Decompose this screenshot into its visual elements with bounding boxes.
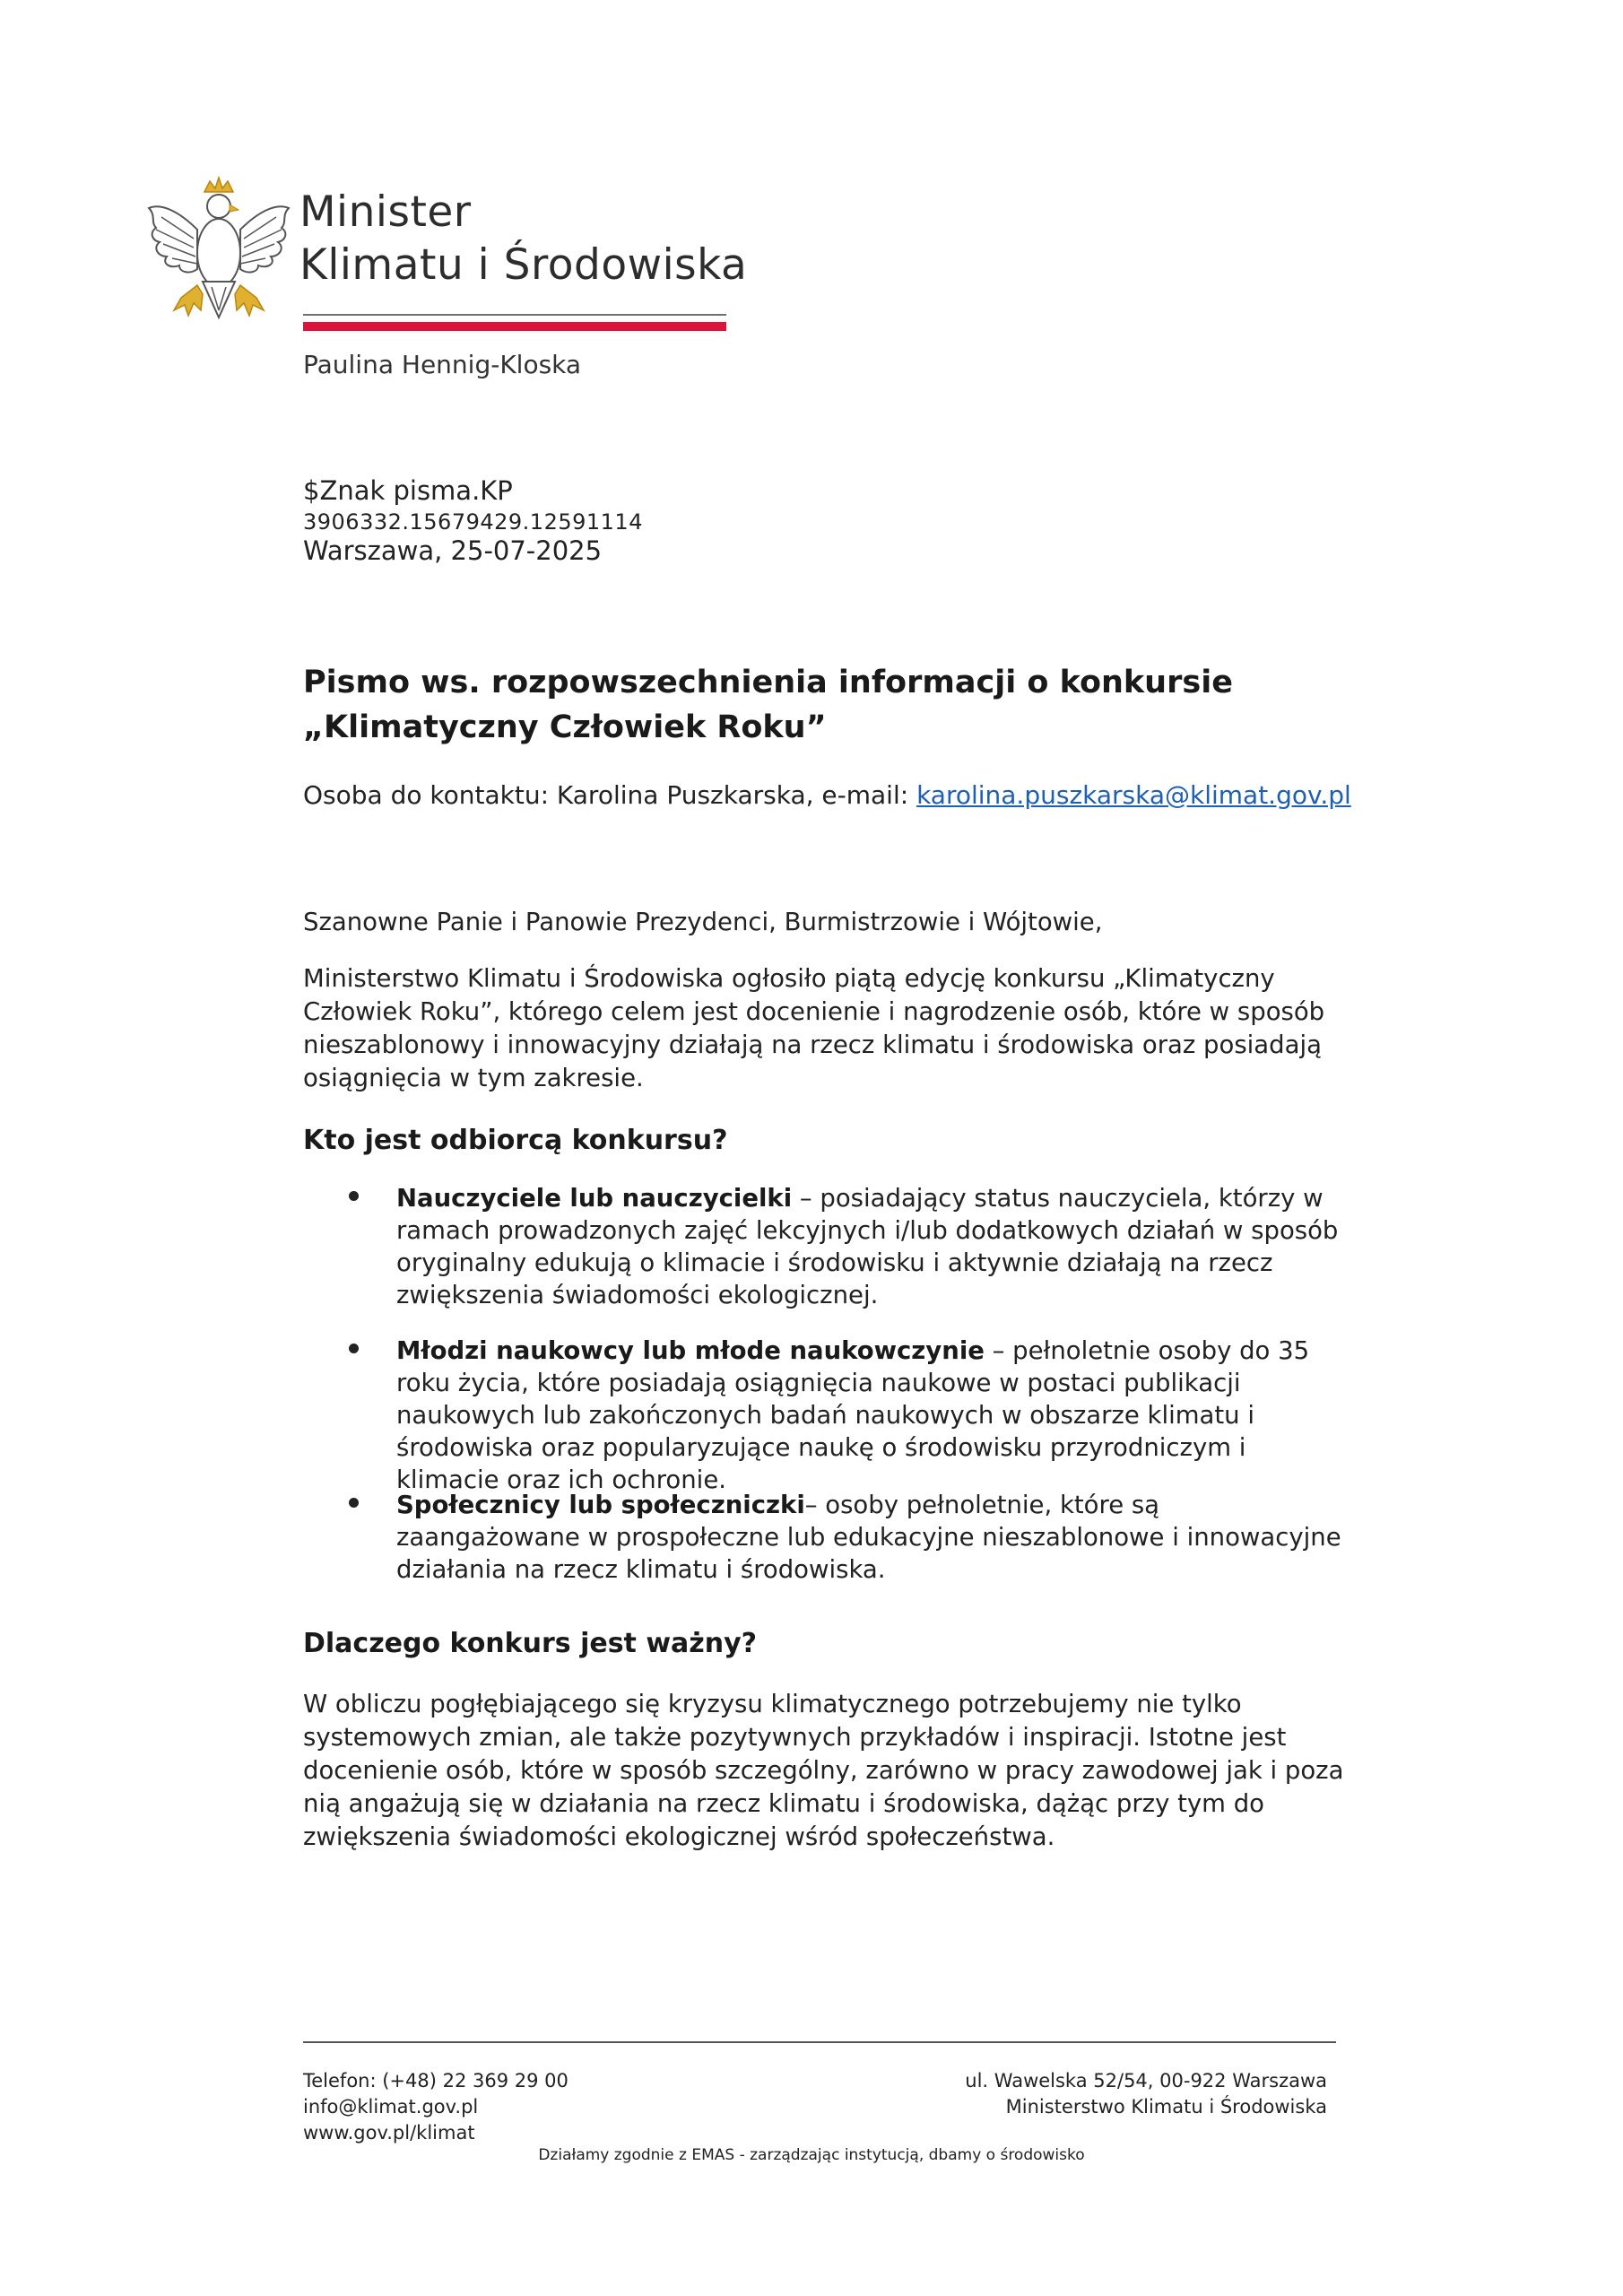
section-heading-recipients: Kto jest odbiorcą konkursu?: [303, 1125, 728, 1156]
list-item: [349, 1489, 1350, 1586]
header-divider: [303, 314, 726, 316]
section-heading-importance: Dlaczego konkurs jest ważny?: [303, 1628, 758, 1659]
reference-sign: $Znak pisma.KP: [303, 475, 513, 506]
place-date: Warszawa, 25-07-2025: [303, 535, 603, 566]
bullet-icon: [349, 1344, 359, 1353]
bullet-icon: [349, 1191, 359, 1201]
contact-line: [303, 780, 1351, 810]
salutation: Szanowne Panie i Panowie Prezydenci, Burmistrzowie i Wójtowie,: [303, 908, 1103, 936]
footer-organization: Ministerstwo Klimatu i Środowiska: [1005, 2096, 1327, 2118]
reference-number: 3906332.15679429.12591114: [303, 509, 643, 535]
minister-name: Paulina Hennig-Kloska: [303, 350, 582, 379]
eagle-emblem-icon: [143, 176, 294, 335]
importance-paragraph: W obliczu pogłębiającego się kryzysu klimatycznego potrzebujemy nie tylko systemowych zmian, ale także pozytywnych przykładów i inspiracji. Istotne jest docenienie osób, które w sposób szczególny, zarówno w pracy zawodowej jak i poza nią angażują się w działania na rzecz klimatu i środowiska, dążąc przy tym do zwiększenia świadomości ekologicznej wśród społeczeństwa.: [303, 1690, 1344, 1851]
ministry-title-line1: Minister: [299, 187, 472, 237]
footer-website[interactable]: www.gov.pl/klimat: [303, 2122, 475, 2144]
footer-address: ul. Wawelska 52/54, 00-922 Warszawa: [965, 2070, 1327, 2092]
letter-subject: Pismo ws. rozpowszechnienia informacji o konkursie „Klimatyczny Człowiek Roku”: [303, 665, 1233, 745]
list-item: [349, 1335, 1350, 1496]
bullet-description: – pełnoletnie osoby do 35 roku życia, które posiadają osiągnięcia naukowe w postaci publikacji naukowych lub zakończonych badań naukowych w obszarze klimatu i środowiska oraz popularyzujące naukę o środowisku przyrodniczym i klimacie oraz ich ochronie.: [396, 1336, 1310, 1494]
bullet-term: Młodzi naukowcy lub młode naukowczynie: [396, 1336, 985, 1365]
footer-phone: Telefon: (+48) 22 369 29 00: [303, 2070, 568, 2092]
intro-paragraph: Ministerstwo Klimatu i Środowiska ogłosiło piątą edycję konkursu „Klimatyczny Człowiek Roku”, którego celem jest docenienie i nagrodzenie osób, które w sposób nieszablonowy i innowacyjny działają na rzecz klimatu i środowiska oraz posiadają osiągnięcia w tym zakresie.: [303, 964, 1325, 1092]
ministry-title-line2: Klimatu i Środowiska: [299, 240, 748, 290]
header-accent-bar: [303, 322, 726, 331]
footer-emas-note: Działamy zgodnie z EMAS - zarządzając instytucją, dbamy o środowisko: [538, 2146, 1085, 2164]
bullet-description: – osoby pełnoletnie, które są zaangażowane w prospołeczne lub edukacyjne nieszablonowe i innowacyjne działania na rzecz klimatu i środowiska.: [396, 1491, 1341, 1584]
bullet-term: Nauczyciele lub nauczycielki: [396, 1184, 793, 1213]
footer-email[interactable]: info@klimat.gov.pl: [303, 2096, 479, 2118]
contact-email-link[interactable]: karolina.puszkarska@klimat.gov.pl: [916, 780, 1351, 810]
bullet-description: – posiadający status nauczyciela, którzy w ramach prowadzonych zajęć lekcyjnych i/lub dodatkowych działań w sposób oryginalny edukują o klimacie i środowisku i aktywnie działają na rzecz zwiększenia świadomości ekologicznej.: [396, 1184, 1339, 1309]
bullet-icon: [349, 1498, 359, 1508]
contact-label: Osoba do kontaktu: Karolina Puszkarska, e-mail:: [303, 780, 917, 810]
list-item: [349, 1182, 1350, 1311]
bullet-term: Społecznicy lub społeczniczki: [396, 1491, 805, 1519]
footer-divider: [303, 2041, 1336, 2043]
